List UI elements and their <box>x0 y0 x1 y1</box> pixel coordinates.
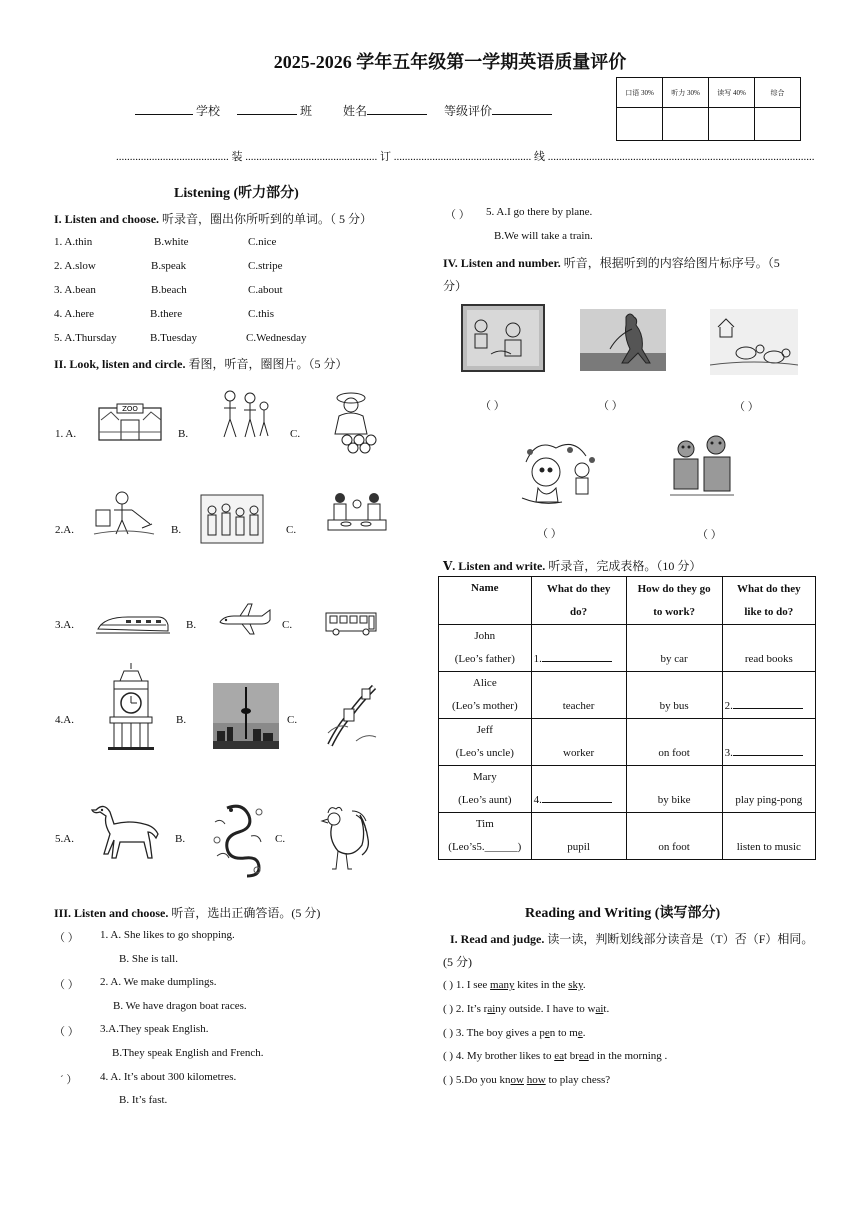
table-row <box>439 672 816 719</box>
judge-item: ( ) 5.Do you know how to play chess? <box>443 1074 611 1086</box>
listen-write-table <box>438 576 816 860</box>
part1-heading: I. Listen and choose. <box>54 212 160 226</box>
name-cell: Alice (Leo’s mother) <box>439 672 532 719</box>
answer-cell[interactable]: 3. <box>722 719 815 766</box>
row-label: 5.A. <box>55 833 74 845</box>
page-title: 2025-2026 学年五年级第一学期英语质量评价 <box>273 52 627 72</box>
table-row <box>439 719 816 766</box>
option-c[interactable]: C.this <box>248 308 274 320</box>
option-b[interactable]: B.Tuesday <box>150 332 197 344</box>
option-c[interactable]: C.Wednesday <box>246 332 307 344</box>
column-header: What do they do? <box>531 577 626 625</box>
option-b[interactable]: B.speak <box>151 260 187 272</box>
choice-a: 4. A. It’s about 300 kilometres. <box>100 1071 237 1083</box>
option-a[interactable]: 3. A.bean <box>54 284 96 296</box>
row-label: B. <box>186 619 197 631</box>
row-label: 2.A. <box>55 524 74 536</box>
info-line <box>135 102 552 119</box>
number-bracket[interactable]: （ ） <box>537 528 562 540</box>
grade-label: 等级评价 <box>444 104 493 118</box>
great-wall-picture[interactable] <box>326 683 378 749</box>
binding-mark: 订 <box>380 151 391 163</box>
bus-picture[interactable] <box>324 611 378 637</box>
option-b[interactable]: B.beach <box>151 284 187 296</box>
job-cell: worker <box>531 719 626 766</box>
part1-instruction: 听录音，圈出你所听到的单词。（ 5 分） <box>162 212 373 226</box>
score-header: 读写 40% <box>709 78 755 108</box>
row-label: 1. A. <box>55 428 77 440</box>
score-cell[interactable] <box>663 108 709 141</box>
choice-a: 1. A. She likes to go shopping. <box>100 929 235 941</box>
option-c[interactable]: C.about <box>248 284 283 296</box>
transport-cell: by bike <box>626 766 722 813</box>
column-header: What do they like to do? <box>722 577 815 625</box>
answer-bracket[interactable]: （ ） <box>445 209 470 221</box>
column-header: How do they go to work? <box>626 577 722 625</box>
binding-line: ......................................... 装 ................................................ 订 .................................................. 线 ................................................................................................. <box>116 151 815 163</box>
table-header-row <box>439 577 816 625</box>
farmer-picture[interactable] <box>327 388 382 454</box>
zoo-gate-picture[interactable] <box>95 398 165 442</box>
part4-instruction-cont: 分） <box>443 279 468 293</box>
judge-item: ( ) 1. I see many kites in the sky. <box>443 979 586 991</box>
big-ben-picture[interactable] <box>104 661 158 751</box>
part2-heading-line <box>54 355 347 372</box>
judge-bracket[interactable]: ( ) <box>443 979 454 991</box>
part1-heading-line <box>54 210 372 227</box>
table-row <box>439 813 816 860</box>
score-header: 口语 30% <box>617 78 663 108</box>
picture-5[interactable] <box>666 433 738 503</box>
answer-bracket[interactable]: （ ） <box>54 979 79 991</box>
choice-b: B. We have dragon boat races. <box>113 1000 247 1012</box>
option-b[interactable]: B.white <box>154 236 189 248</box>
row-label: C. <box>287 714 298 726</box>
answer-bracket[interactable]: ˊ ） <box>60 1074 78 1086</box>
job-cell: pupil <box>531 813 626 860</box>
judge-item: ( ) 3. The boy gives a pen to me. <box>443 1027 586 1039</box>
class-label: 班 <box>300 104 313 118</box>
name-label: 姓名 <box>343 104 368 118</box>
horse-picture[interactable] <box>88 800 162 864</box>
cleaning-picture[interactable] <box>92 488 156 538</box>
judge-item: ( ) 4. My brother likes to eat bread in the morning . <box>443 1050 668 1062</box>
score-cell[interactable] <box>709 108 755 141</box>
judge-bracket[interactable]: ( ) <box>443 1027 454 1039</box>
picture-1[interactable] <box>461 304 545 372</box>
choice-b: B. She is tall. <box>119 953 178 965</box>
option-a[interactable]: 4. A.here <box>54 308 95 320</box>
family-picture[interactable] <box>200 494 264 544</box>
number-bracket[interactable]: （ ） <box>480 400 505 412</box>
part5-heading-line <box>443 557 701 574</box>
judge-bracket[interactable]: ( ) <box>443 1074 454 1086</box>
table-row <box>439 625 816 672</box>
binding-mark: 线 <box>534 151 545 163</box>
row-label: C. <box>286 524 297 536</box>
picture-2[interactable] <box>580 309 666 371</box>
option-a[interactable]: 5. A.Thursday <box>54 332 117 344</box>
row-label: B. <box>178 428 189 440</box>
row-label: C. <box>282 619 293 631</box>
column-header: Name <box>439 577 532 625</box>
part2-instruction: 看图，听音，圈图片。（5 分） <box>188 357 348 371</box>
walking-people-picture[interactable] <box>214 388 272 442</box>
part4-instruction: 听音，根据听到的内容给图片标序号。（5 <box>563 256 780 270</box>
row-label: 4.A. <box>55 714 74 726</box>
name-cell: Jeff (Leo’s uncle) <box>439 719 532 766</box>
number-bracket[interactable]: （ ） <box>734 401 759 413</box>
hobby-cell: play ping-pong <box>722 766 815 813</box>
choice-a: 3.A.They speak English. <box>100 1023 209 1035</box>
judge-bracket[interactable]: ( ) <box>443 1050 454 1062</box>
job-cell: teacher <box>531 672 626 719</box>
choice-a: 5. A.I go there by plane. <box>486 206 593 218</box>
choice-b: B. It’s fast. <box>119 1094 168 1106</box>
number-bracket[interactable]: （ ） <box>598 400 623 412</box>
part2-heading: II. Look, listen and circle. <box>54 357 186 371</box>
picture-4[interactable] <box>516 432 602 512</box>
name-cell: John (Leo’s father) <box>439 625 532 672</box>
name-cell: Mary (Leo’s aunt) <box>439 766 532 813</box>
answer-bracket[interactable]: （ ） <box>54 932 79 944</box>
answer-bracket[interactable]: （ ） <box>54 1026 79 1038</box>
part3-heading: III. Listen and choose. <box>54 906 169 920</box>
reading-part1-heading: I. Read and judge. <box>450 932 545 946</box>
table-row <box>439 766 816 813</box>
transport-cell: by car <box>626 625 722 672</box>
score-header: 听力 30% <box>663 78 709 108</box>
binding-mark: 装 <box>231 151 243 163</box>
cn-tower-picture[interactable] <box>213 683 279 749</box>
row-label: B. <box>176 714 187 726</box>
part3-instruction: 听音，选出正确答语。(5 分) <box>171 906 321 920</box>
answer-cell[interactable]: 2. <box>722 672 815 719</box>
row-label: C. <box>290 428 301 440</box>
score-cell[interactable] <box>755 108 801 141</box>
part3-heading-line <box>54 904 320 921</box>
option-b[interactable]: B.there <box>150 308 183 320</box>
rooster-picture[interactable] <box>316 803 372 875</box>
reading-part1-heading-line <box>450 930 813 947</box>
bullet-train-picture[interactable] <box>96 611 170 637</box>
number-bracket[interactable]: （ ） <box>697 529 722 541</box>
option-a[interactable]: 2. A.slow <box>54 260 96 272</box>
judge-item: ( ) 2. It’s rainy outside. I have to wait. <box>443 1003 610 1015</box>
judge-bracket[interactable]: ( ) <box>443 1003 454 1015</box>
row-label: B. <box>175 833 186 845</box>
reading-title: Reading and Writing (读写部分) <box>525 906 721 921</box>
transport-cell: on foot <box>626 813 722 860</box>
choice-b: B.They speak English and French. <box>112 1047 264 1059</box>
option-c[interactable]: C.stripe <box>248 260 283 272</box>
zoo-sign: ZOO <box>122 405 138 413</box>
listening-title: Listening (听力部分) <box>174 186 299 201</box>
dragon-picture[interactable] <box>207 800 271 880</box>
picture-3[interactable] <box>710 309 798 375</box>
school-label: 学校 <box>196 104 221 118</box>
dinner-table-picture[interactable] <box>326 490 388 538</box>
score-table <box>616 77 801 141</box>
name-cell[interactable]: Tim (Leo’s5.______) <box>439 813 532 860</box>
score-cell[interactable] <box>617 108 663 141</box>
score-header: 综合 <box>755 78 801 108</box>
row-label: 3.A. <box>55 619 74 631</box>
part5-instruction: 听录音，完成表格。（10 分） <box>548 559 702 573</box>
choice-b: B.We will take a train. <box>494 230 593 242</box>
reading-part1-instruction: 读一读，判断划线部分读音是（T）否（F）相同。 <box>547 932 814 946</box>
row-label: B. <box>171 524 182 536</box>
transport-cell: on foot <box>626 719 722 766</box>
answer-cell[interactable]: 4. <box>531 766 626 813</box>
row-label: C. <box>275 833 286 845</box>
reading-part1-points: (5 分) <box>443 955 472 969</box>
option-c[interactable]: C.nice <box>248 236 277 248</box>
hobby-cell: read books <box>722 625 815 672</box>
hobby-cell: listen to music <box>722 813 815 860</box>
transport-cell: by bus <box>626 672 722 719</box>
part4-heading: IV. Listen and number. <box>443 256 561 270</box>
choice-a: 2. A. We make dumplings. <box>100 976 217 988</box>
option-a[interactable]: 1. A.thin <box>54 236 93 248</box>
airplane-picture[interactable] <box>218 602 272 636</box>
part5-heading: Ⅴ. Listen and write. <box>443 559 546 573</box>
answer-cell[interactable]: 1. <box>531 625 626 672</box>
part4-heading-line <box>443 254 780 271</box>
